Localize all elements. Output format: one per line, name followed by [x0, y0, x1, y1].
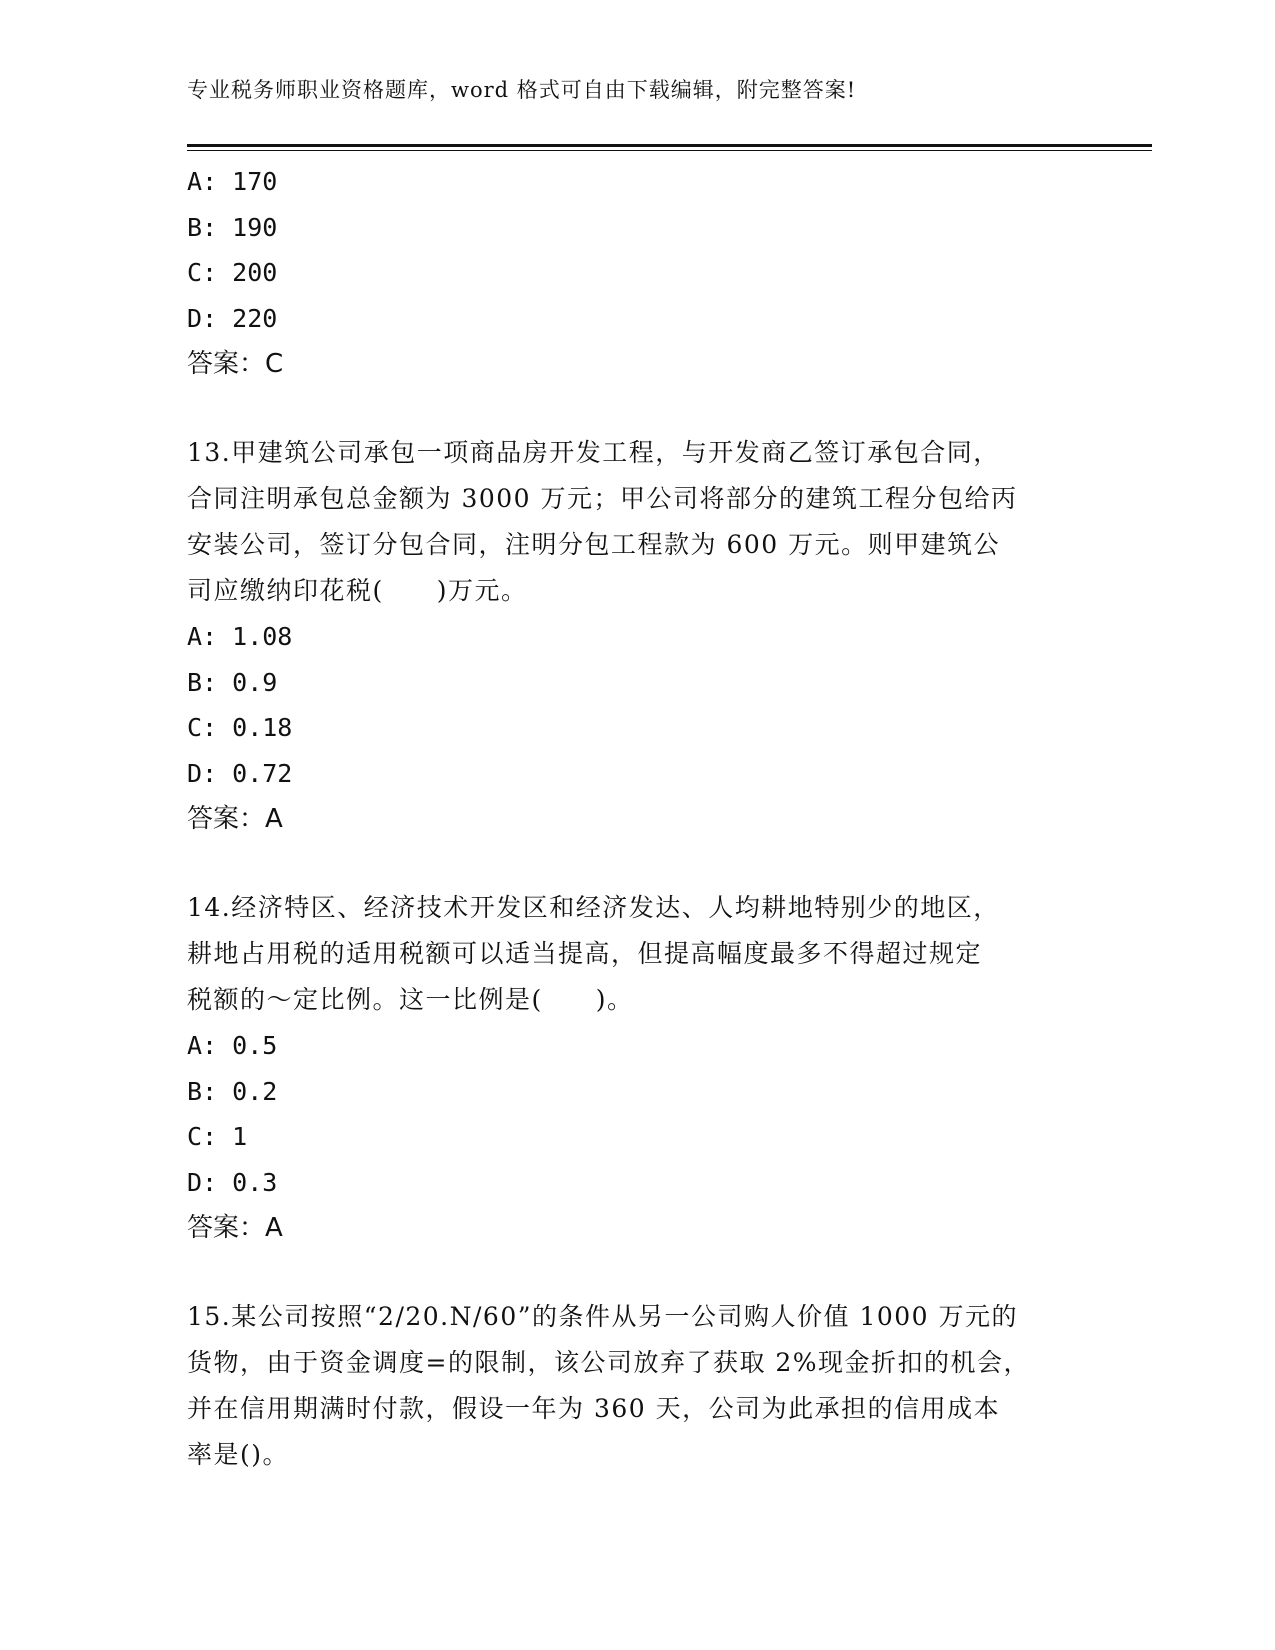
question-12: [187, 159, 1087, 387]
question-text-line: 合同注明承包总金额为 3000 万元；甲公司将部分的建筑工程分包给丙: [187, 484, 1018, 513]
option-d: D: 0.72: [187, 758, 293, 788]
answer: 答案：A: [187, 1213, 283, 1243]
option-d: D: 220: [187, 303, 278, 333]
question-text-line: 安装公司，签订分包合同，注明分包工程款为 600 万元。则甲建筑公: [187, 530, 1001, 559]
question-13: [187, 430, 1087, 842]
option-b: B: 0.2: [187, 1076, 278, 1106]
header-rule: [187, 144, 1152, 147]
question-15: [187, 1294, 1087, 1478]
option-a: A: 1.08: [187, 622, 293, 651]
answer: 答案：A: [187, 804, 283, 834]
spacer: [187, 387, 1087, 430]
question-text-line: 并在信用期满时付款，假设一年为 360 天，公司为此承担的信用成本: [187, 1394, 1001, 1423]
question-text-line: 15.某公司按照“2/20.N/60”的条件从另一公司购人价值 1000 万元的: [187, 1302, 1019, 1331]
option-a: A: 0.5: [187, 1031, 278, 1060]
answer: 答案：C: [187, 349, 284, 379]
option-d: D: 0.3: [187, 1167, 278, 1197]
option-a: A: 170: [187, 167, 278, 196]
question-text-line: 耕地占用税的适用税额可以适当提高，但提高幅度最多不得超过规定: [187, 939, 983, 968]
question-text-line: 率是()。: [187, 1440, 290, 1469]
question-text-line: 司应缴纳印花税( )万元。: [187, 576, 528, 605]
option-b: B: 190: [187, 212, 278, 242]
page-header: 专业税务师职业资格题库，word 格式可自由下载编辑，附完整答案!: [187, 78, 857, 102]
question-text-line: 14.经济特区、经济技术开发区和经济发达、人均耕地特别少的地区，: [187, 893, 1000, 922]
option-c: C: 200: [187, 258, 278, 287]
spacer: [187, 1251, 1087, 1294]
option-c: C: 1: [187, 1122, 248, 1151]
question-14: [187, 885, 1087, 1251]
question-text-line: 13.甲建筑公司承包一项商品房开发工程，与开发商乙签订承包合同，: [187, 438, 1000, 467]
document-body: [187, 159, 1087, 1478]
question-text-line: 税额的～定比例。这一比例是( )。: [187, 985, 634, 1014]
option-b: B: 0.9: [187, 667, 278, 697]
header-rule-thin: [187, 150, 1152, 151]
question-text-line: 货物，由于资金调度=的限制，该公司放弃了获取 2%现金折扣的机会，: [187, 1348, 1031, 1377]
option-c: C: 0.18: [187, 713, 293, 742]
spacer: [187, 842, 1087, 885]
